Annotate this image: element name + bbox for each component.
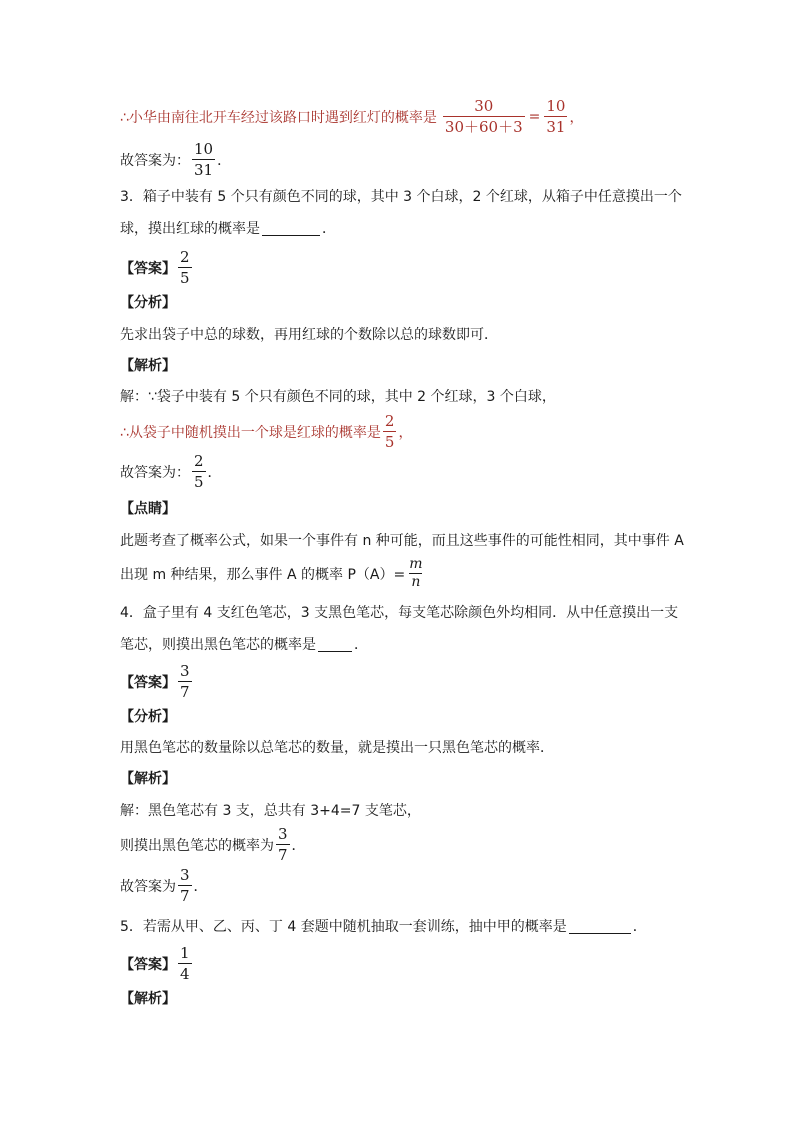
q3-solution-fraction-3	[192, 452, 206, 491]
q5-solution-label: 【解析】	[120, 991, 176, 1007]
q3-answer-numerator: 2	[180, 248, 190, 266]
q3-solution-label: 【解析】	[120, 358, 176, 374]
q3-stem-text-1: 3．箱子中装有 5 个只有颜色不同的球，其中 3 个白球，2 个红球，从箱子中任意摸出一个	[120, 189, 682, 205]
q4-solution-line-2	[120, 825, 306, 864]
q3-solution-fraction-2	[383, 412, 397, 451]
q3-solution-numerator-2: 2	[384, 412, 395, 430]
q4-solution-fraction-3	[178, 866, 192, 905]
q3-answer-line	[120, 248, 194, 287]
p2-answer-fraction	[192, 140, 215, 179]
q4-analysis-text: 用黑色笔芯的数量除以总笔芯的数量，就是摸出一只黑色笔芯的概率．	[120, 740, 554, 756]
q5-stem-text-1: 5．若需从甲、乙、丙、丁 4 套题中随机抽取一套训练，抽中甲的概率是	[120, 919, 567, 935]
q3-comment-line-2	[120, 557, 427, 590]
q4-answer-label: 【答案】	[120, 674, 176, 691]
q3-analysis-text: 先求出袋子中总的球数，再用红球的个数除以总的球数即可．	[120, 327, 498, 343]
q4-solution-fraction-2	[276, 825, 290, 864]
q3-solution-numerator-3: 2	[194, 452, 204, 470]
q3-comment-fraction	[407, 557, 424, 590]
q5-answer-blank	[569, 919, 631, 934]
q4-answer-fraction	[178, 662, 192, 701]
q3-solution-denominator-2: 5	[384, 433, 395, 451]
p2-fraction-2	[544, 97, 567, 136]
q4-stem-end: ．	[354, 637, 368, 653]
q4-answer-denominator: 7	[180, 683, 190, 701]
q5-answer-denominator: 4	[180, 965, 190, 983]
q3-comment-text-2: 出现 m 种结果，那么事件 A 的概率 P（A）=	[120, 566, 406, 583]
q4-solution-denominator-3: 7	[180, 887, 190, 905]
q4-solution-line-1: 解：黑色笔芯有 3 支，总共有 3+4=7 支笔芯，	[120, 803, 421, 819]
p2-fraction-1	[443, 97, 525, 136]
q3-answer-label: 【答案】	[120, 260, 176, 277]
q4-solution-end-2: ．	[291, 837, 306, 854]
p2-fraction-1-numerator: 30	[474, 97, 494, 115]
p2-answer-numerator: 10	[194, 140, 214, 158]
p2-fraction-2-denominator: 31	[546, 118, 566, 136]
p2-conclusion-line	[120, 97, 583, 136]
q3-stem-line-2	[120, 218, 336, 238]
q5-answer-numerator: 1	[180, 944, 190, 962]
q3-answer-blank	[262, 221, 320, 236]
p2-answer-denominator: 31	[194, 161, 214, 179]
q3-solution-denominator-3: 5	[194, 473, 204, 491]
q3-comment-label: 【点睛】	[120, 501, 176, 517]
q4-answer-line	[120, 662, 194, 701]
q3-stem-line-1	[120, 186, 682, 206]
p2-answer-line	[120, 140, 231, 179]
q3-comment-numerator: m	[409, 556, 423, 572]
p2-conclusion-text: ∴小华由南往北开车经过该路口时遇到红灯的概率是	[120, 109, 437, 126]
q4-solution-text-3: 故答案为	[120, 878, 176, 895]
q5-answer-fraction	[178, 944, 192, 983]
q4-stem-line-1: 4．盒子里有 4 支红色笔芯，3 支黑色笔芯，每支笔芯除颜色外均相同．从中任意摸出一支	[120, 605, 679, 621]
q4-solution-numerator-2: 3	[278, 825, 288, 843]
q4-analysis-label: 【分析】	[120, 709, 176, 725]
q4-answer-numerator: 3	[180, 662, 190, 680]
q4-solution-line-3	[120, 866, 208, 905]
q4-solution-numerator-3: 3	[180, 866, 190, 884]
q5-stem-end: ．	[632, 919, 647, 935]
q3-answer-denominator: 5	[180, 269, 190, 287]
q3-solution-line-1: 解：∵袋子中装有 5 个只有颜色不同的球，其中 2 个红球，3 个白球，	[120, 389, 556, 405]
q5-stem-line-1	[120, 916, 647, 936]
q4-solution-denominator-2: 7	[278, 846, 288, 864]
p2-answer-end: ．	[217, 152, 232, 169]
q4-solution-label: 【解析】	[120, 771, 176, 787]
q5-answer-line	[120, 944, 194, 983]
q3-solution-end-2: ，	[398, 424, 413, 441]
q3-analysis-label: 【分析】	[120, 295, 176, 311]
q3-solution-text-2: ∴从袋子中随机摸出一个球是红球的概率是	[120, 424, 381, 441]
q3-stem-end: ．	[322, 221, 336, 237]
p2-fraction-1-denominator: 30＋60＋3	[444, 118, 523, 136]
q5-answer-label: 【答案】	[120, 956, 176, 973]
q3-comment-line-1: 此题考查了概率公式，如果一个事件有 n 种可能，而且这些事件的可能性相同，其中事件 A	[120, 533, 684, 549]
q4-answer-blank	[318, 637, 352, 652]
q3-solution-end-3: ．	[207, 464, 222, 481]
q3-solution-line-3	[120, 452, 222, 491]
q4-stem-line-2	[120, 634, 368, 654]
p2-fraction-2-numerator: 10	[546, 97, 566, 115]
q3-comment-denominator: n	[411, 574, 421, 590]
q4-stem-text-2: 笔芯，则摸出黑色笔芯的概率是	[120, 637, 316, 653]
q3-solution-text-3: 故答案为：	[120, 464, 190, 481]
p2-equals-sign: =	[528, 108, 541, 125]
p2-conclusion-end: ，	[569, 109, 584, 126]
q4-solution-end-3: ．	[193, 878, 208, 895]
p2-answer-text: 故答案为：	[120, 152, 190, 169]
q3-answer-fraction	[178, 248, 192, 287]
q4-solution-text-2: 则摸出黑色笔芯的概率为	[120, 837, 274, 854]
q3-solution-line-2	[120, 412, 412, 451]
q3-stem-text-2: 球，摸出红球的概率是	[120, 221, 260, 237]
